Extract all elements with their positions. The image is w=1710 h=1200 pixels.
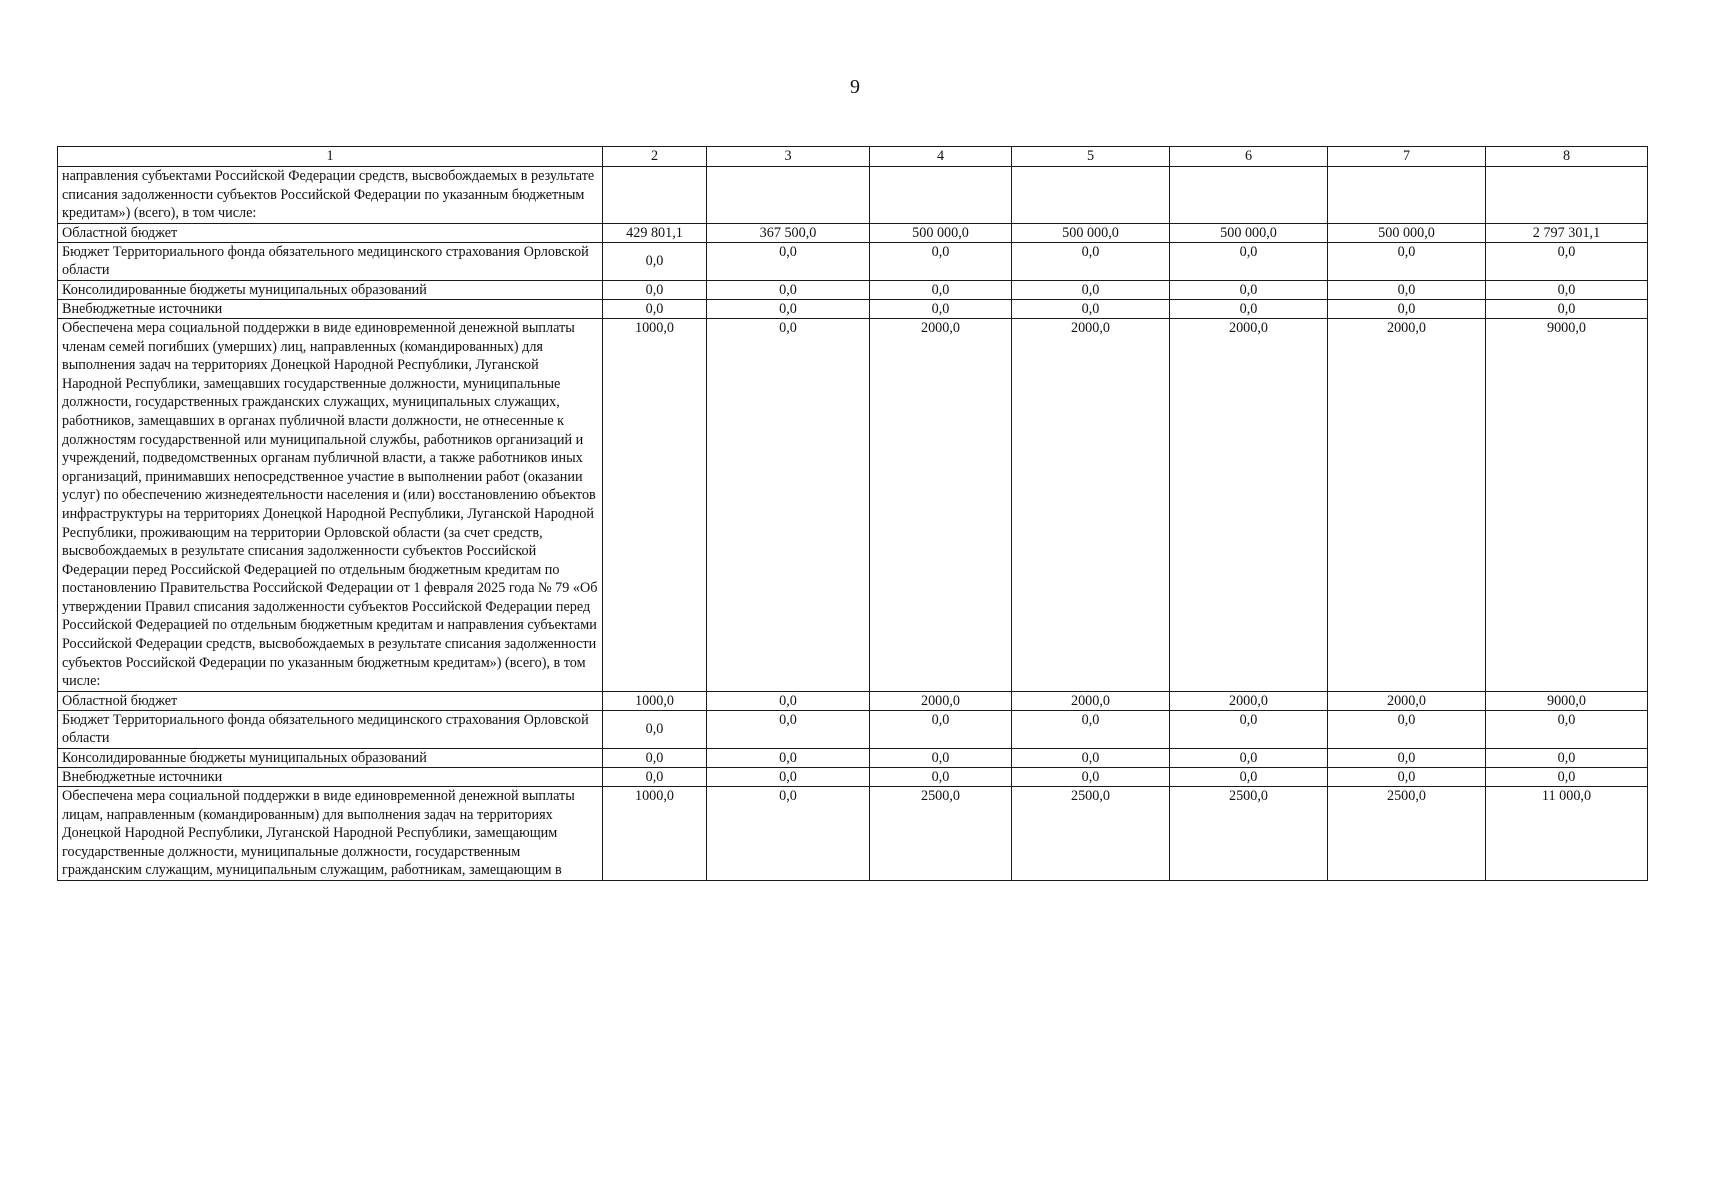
value-cell: 0,0 [870,242,1012,280]
value-cell: 0,0 [707,710,870,748]
row-label: Обеспечена мера социальной поддержки в виде единовременной денежной выплаты лицам, направленным (командированным) для выполнения задач на территориях Донецкой Народной Республики, Луганской Народной Республики, замещающим государственные должности, муниципальные должности, государственным гражданским служащим, муниципальным служащим, работникам, замещающим в [58,787,603,881]
column-header: 1 [58,147,603,167]
value-cell: 500 000,0 [1328,223,1486,242]
value-cell: 0,0 [1328,242,1486,280]
value-cell: 0,0 [1486,242,1648,280]
row-label: Внебюджетные источники [58,299,603,318]
value-cell: 0,0 [603,768,707,787]
table-row [58,768,1648,787]
value-cell: 0,0 [1328,710,1486,748]
value-cell: 500 000,0 [1170,223,1328,242]
table-row [58,167,1648,224]
value-cell: 2000,0 [1170,318,1328,691]
value-cell: 0,0 [707,318,870,691]
value-cell: 2500,0 [1328,787,1486,881]
value-cell: 2500,0 [870,787,1012,881]
value-cell: 429 801,1 [603,223,707,242]
value-cell: 0,0 [707,242,870,280]
value-cell: 0,0 [870,710,1012,748]
value-cell: 0,0 [1012,299,1170,318]
value-cell: 0,0 [1486,710,1648,748]
column-header: 8 [1486,147,1648,167]
value-cell: 0,0 [1170,710,1328,748]
row-label: Консолидированные бюджеты муниципальных образований [58,749,603,768]
value-cell: 2000,0 [1170,691,1328,710]
table-row [58,691,1648,710]
value-cell: 0,0 [1328,299,1486,318]
value-cell [870,167,1012,224]
value-cell: 1000,0 [603,691,707,710]
column-number-row [58,147,1648,167]
value-cell: 1000,0 [603,787,707,881]
value-cell: 367 500,0 [707,223,870,242]
value-cell: 0,0 [1328,768,1486,787]
value-cell: 0,0 [1170,299,1328,318]
value-cell: 0,0 [603,299,707,318]
row-label: Областной бюджет [58,223,603,242]
value-cell: 0,0 [707,691,870,710]
value-cell: 500 000,0 [1012,223,1170,242]
value-cell [603,167,707,224]
value-cell: 0,0 [603,749,707,768]
value-cell: 2000,0 [1328,691,1486,710]
value-cell: 0,0 [603,242,707,280]
value-cell: 500 000,0 [870,223,1012,242]
value-cell: 0,0 [870,299,1012,318]
value-cell: 0,0 [1012,242,1170,280]
value-cell: 0,0 [1170,242,1328,280]
row-label: Обеспечена мера социальной поддержки в виде единовременной денежной выплаты членам семей погибших (умерших) лиц, направленных (командированных) для выполнения задач на территориях Донецкой Народной Республики, Луганской Народной Республики, замещавших государственные должности, муниципальные должности, государственных гражданских служащих, муниципальных служащих, работников, замещавших в органах публичной власти должности, не отнесенные к должностям государственной или муниципальной службы, работников организаций и учреждений, подведомственных органам публичной власти, а также работников иных организаций, принимавших непосредственное участие в выполнении работ (оказании услуг) по обеспечению жизнедеятельности населения и (или) восстановлению объектов инфраструктуры на территориях Донецкой Народной Республики, Луганской Народной Республики, проживающим на территории Орловской области (за счет средств, высвобождаемых в результате списания задолженности субъектов Российской Федерации перед Российской Федерацией по отдельным бюджетным кредитам по постановлению Правительства Российской Федерации от 1 февраля 2025 года № 79 «Об утверждении Правил списания задолженности субъектов Российской Федерации перед Российской Федерацией по отдельным бюджетным кредитам и направления субъектами Российской Федерации средств, высвобождаемых в результате списания задолженности субъектов Российской Федерации по указанным бюджетным кредитам») (всего), в том числе: [58,318,603,691]
value-cell: 0,0 [1486,299,1648,318]
table-row [58,242,1648,280]
page-number: 9 [850,76,860,98]
table-row [58,749,1648,768]
value-cell: 0,0 [1012,280,1170,299]
value-cell [1328,167,1486,224]
value-cell [1486,167,1648,224]
value-cell: 0,0 [707,280,870,299]
value-cell: 0,0 [1170,280,1328,299]
table-row [58,223,1648,242]
value-cell: 0,0 [1328,749,1486,768]
value-cell: 0,0 [870,768,1012,787]
value-cell: 0,0 [1012,749,1170,768]
row-label: Консолидированные бюджеты муниципальных образований [58,280,603,299]
value-cell: 2000,0 [1012,318,1170,691]
column-header: 2 [603,147,707,167]
value-cell: 0,0 [1170,749,1328,768]
value-cell: 2000,0 [1012,691,1170,710]
value-cell: 0,0 [1486,768,1648,787]
row-label: Бюджет Территориального фонда обязательного медицинского страхования Орловской области [58,710,603,748]
column-header: 5 [1012,147,1170,167]
value-cell: 9000,0 [1486,691,1648,710]
value-cell: 2000,0 [870,318,1012,691]
value-cell: 1000,0 [603,318,707,691]
value-cell: 0,0 [870,280,1012,299]
value-cell: 2000,0 [1328,318,1486,691]
table-row [58,299,1648,318]
value-cell: 0,0 [1486,280,1648,299]
value-cell: 2500,0 [1012,787,1170,881]
column-header: 7 [1328,147,1486,167]
value-cell: 0,0 [1012,710,1170,748]
value-cell: 0,0 [603,710,707,748]
table-body [58,147,1648,881]
table-row [58,318,1648,691]
value-cell [707,167,870,224]
value-cell: 0,0 [1012,768,1170,787]
row-label: направления субъектами Российской Федерации средств, высвобождаемых в результате списания задолженности субъектов Российской Федерации по указанным бюджетным кредитам») (всего), в том числе: [58,167,603,224]
value-cell: 0,0 [1328,280,1486,299]
value-cell: 2000,0 [870,691,1012,710]
column-header: 3 [707,147,870,167]
row-label: Бюджет Территориального фонда обязательного медицинского страхования Орловской области [58,242,603,280]
value-cell: 0,0 [1170,768,1328,787]
table-row [58,280,1648,299]
value-cell: 0,0 [707,768,870,787]
value-cell: 9000,0 [1486,318,1648,691]
column-header: 4 [870,147,1012,167]
value-cell: 11 000,0 [1486,787,1648,881]
value-cell [1170,167,1328,224]
value-cell: 0,0 [1486,749,1648,768]
value-cell: 0,0 [707,749,870,768]
value-cell: 0,0 [603,280,707,299]
value-cell: 2 797 301,1 [1486,223,1648,242]
value-cell: 2500,0 [1170,787,1328,881]
value-cell [1012,167,1170,224]
column-header: 6 [1170,147,1328,167]
budget-table [57,146,1648,881]
row-label: Областной бюджет [58,691,603,710]
table-row [58,710,1648,748]
row-label: Внебюджетные источники [58,768,603,787]
value-cell: 0,0 [870,749,1012,768]
value-cell: 0,0 [707,299,870,318]
table-row [58,787,1648,881]
value-cell: 0,0 [707,787,870,881]
